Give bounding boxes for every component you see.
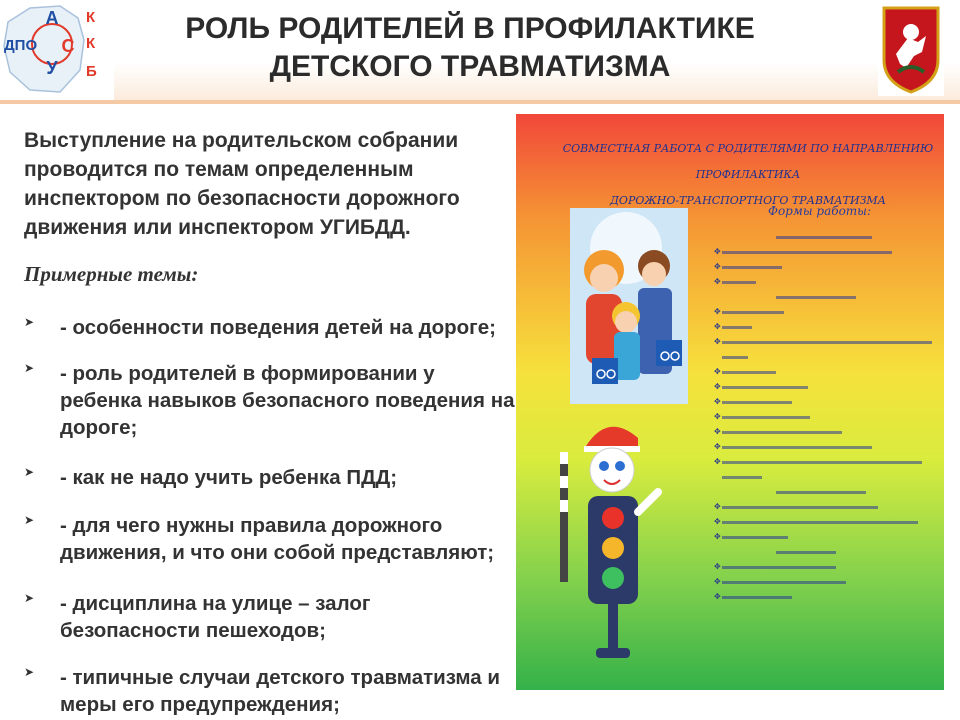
arrow-bullet-icon: ➤ [24,315,35,329]
list-item: ✥ [714,309,940,317]
arrow-bullet-icon: ➤ [24,591,35,605]
list-item: ✥ [714,519,940,527]
list-item: ✥ [714,534,940,542]
topics-heading: Примерные темы: [24,262,199,286]
svg-text:ДПО: ДПО [4,37,38,54]
list-item [714,549,940,557]
svg-text:С: С [61,36,75,56]
topic-text: - дисциплина на улице – залог безопасности пешеходов; [60,592,371,642]
header [0,0,960,104]
svg-text:К: К [86,9,96,26]
list-item: ✥ [714,459,940,467]
list-item [714,354,940,362]
list-item: ✥ [714,399,940,407]
poster-heading-line-1: СОВМЕСТНАЯ РАБОТА С РОДИТЕЛЯМИ ПО НАПРАВЛЕНИЮ ПРОФИЛАКТИКА [562,142,934,181]
svg-text:Б: Б [86,63,97,80]
list-item: ✥ [714,504,940,512]
list-item: ✥ [714,324,940,332]
topic-text: - роль родителей в формировании у ребенка навыков безопасного поведения на дороге; [60,362,515,439]
title-line-2: ДЕТСКОГО ТРАВМАТИЗМА [269,50,671,83]
list-item: ✥ [714,264,940,272]
list-item: ✥ [714,594,940,602]
poster-heading [552,136,944,214]
intro-paragraph: Выступление на родительском собрании проводится по темам определенным инспектором по безопасности дорожного движения или инспектором УГИБДД. [24,129,460,239]
list-item [714,294,940,302]
coat-of-arms-icon [878,2,944,96]
traffic-light-character [546,412,666,666]
list-item: ✥ [714,279,940,287]
svg-text:А: А [45,8,59,28]
list-item [714,474,940,482]
header-divider [0,100,960,104]
svg-text:К: К [86,35,96,52]
topic-text: - особенности поведения детей на дороге; [60,316,496,339]
poster-heading-line-2: ДОРОЖНО-ТРАНСПОРТНОГО ТРАВМАТИЗМА [609,194,887,207]
topic-text: - для чего нужны правила дорожного движения, и что они собой представляют; [60,514,495,564]
title-line-1: РОЛЬ РОДИТЕЛЕЙ В ПРОФИЛАКТИКЕ [185,12,755,45]
poster-image [516,114,944,690]
topic-text: - как не надо учить ребенка ПДД; [60,466,398,489]
arrow-bullet-icon: ➤ [24,513,35,527]
forms-title: Формы работы: [768,204,871,218]
list-item: ✥ [714,384,940,392]
list-item: ✥ [714,249,940,257]
page-title [150,10,790,86]
topic-text: - типичные случаи детского травматизма и меры его предупреждения; [60,666,501,716]
arrow-bullet-icon: ➤ [24,465,35,479]
list-item [714,489,940,497]
list-item: ✥ [714,444,940,452]
arrow-bullet-icon: ➤ [24,665,35,679]
dpo-logo-icon [0,0,114,100]
family-illustration [570,208,688,404]
list-item: ✥ [714,579,940,587]
list-item: ✥ [714,429,940,437]
list-item [714,234,940,242]
list-item: ✥ [714,414,940,422]
forms-list [714,234,940,609]
list-item: ✥ [714,564,940,572]
list-item: ✥ [714,369,940,377]
list-item: ✥ [714,339,940,347]
svg-text:У: У [46,58,58,78]
arrow-bullet-icon: ➤ [24,361,35,375]
